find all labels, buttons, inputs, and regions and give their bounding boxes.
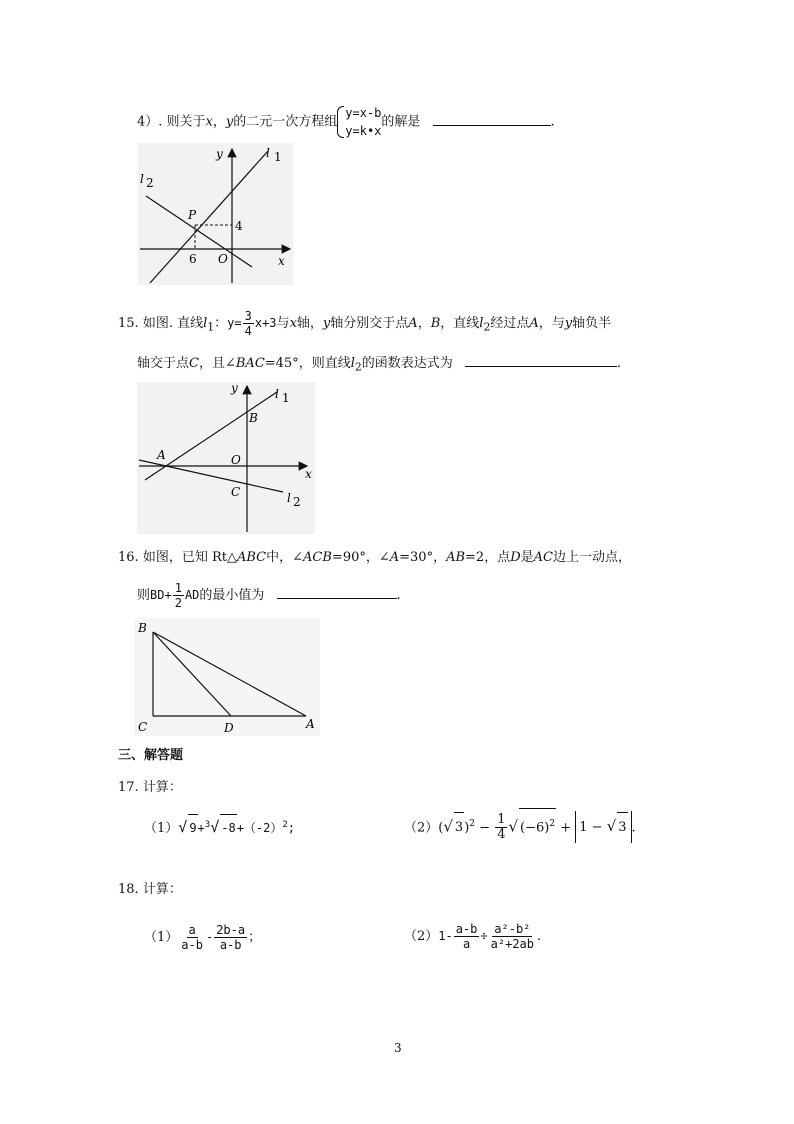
radical-icon: √: [508, 817, 519, 836]
q18-part1: （1） $\frac{a}{a-b}$ - $\frac{2b-a}{a-b}$ ；: [144, 923, 262, 952]
label-A: A: [306, 717, 315, 731]
label-D: D: [224, 721, 234, 735]
label-l2: l: [287, 491, 291, 505]
q18-part2: （2）1- $\frac{a-b}{a}$ ÷ $\frac{\text{a²-b²}}{\text{a²+2ab}}$ .: [404, 922, 542, 951]
figure-q16: [134, 618, 320, 736]
q17-part2: （2）(√ 3)$^2$ − $\frac{1}{4}$ √ $(-6)^2 + 1$ − √ 3 .: [404, 808, 636, 843]
radical-icon: √: [178, 818, 188, 836]
fraction-a-over-a-b: $\frac{a}{a-b}$: [181, 923, 203, 952]
fraction-squares: $\frac{\text{a²-b²}}{\text{a²+2ab}}$: [490, 922, 535, 951]
page-number: 3: [394, 1041, 402, 1055]
equation-system: y=x-b y=k•x: [337, 104, 381, 140]
label-l1-sub: 1: [274, 150, 282, 164]
q15-line1: 15. 如图. 直线$l_1$：y= $\frac{3}{4}$ x+3与x轴，y轴分别交于点A，B，直线$l_2$经过点A，与y轴负半: [118, 309, 612, 338]
label-l1: l: [275, 387, 279, 401]
label-6: 6: [189, 252, 197, 266]
fraction-1-2: $\frac{1}{2}$: [174, 581, 182, 610]
q14-statement: 4）. 则关于x，y的二元一次方程组 y=x-b y=k•x 的解是 .: [137, 106, 555, 138]
q15-line2: 轴交于点C，且∠BAC=45°，则直线$l_2$的函数表达式为 .: [137, 352, 621, 378]
label-B: B: [249, 411, 258, 425]
section-title: 三、解答题: [118, 748, 184, 763]
fraction-a-b-over-a: $\frac{a-b}{a}$: [455, 922, 478, 951]
label-C: C: [138, 720, 148, 734]
label-B: B: [138, 621, 147, 635]
q17-part1: （1）√ 9+$^3$√ $-8+(-2)^2$;: [144, 812, 295, 842]
label-l1: l: [266, 146, 270, 160]
figure-q15: [137, 382, 315, 534]
fraction-3-4: $\frac{3}{4}$: [244, 309, 252, 338]
absolute-value: 1 − √ 3: [575, 811, 631, 843]
answer-blank-15[interactable]: [465, 352, 617, 367]
label-x: x: [278, 254, 285, 268]
radical-icon: √: [606, 817, 617, 836]
fraction-1-4: $\frac{1}{4}$: [497, 812, 506, 843]
radical-icon: √: [210, 818, 220, 836]
q18-title: 18. 计算：: [118, 882, 182, 897]
label-C: C: [231, 485, 241, 499]
label-y: y: [216, 147, 223, 161]
label-O: O: [218, 252, 228, 266]
label-l2-sub: 2: [146, 176, 154, 190]
radical-icon: √: [443, 817, 453, 836]
q16-line2: 则BD+ $\frac{1}{2}$ AD的最小值为 .: [137, 581, 401, 610]
answer-blank-16[interactable]: [277, 584, 397, 599]
q16-line1: 16. 如图，已知 Rt△ABC中，∠ACB=90°，∠A=30°，AB=2，点D是AC边上一动点，: [118, 550, 632, 565]
label-4: 4: [235, 219, 243, 233]
label-y: y: [231, 382, 238, 395]
fraction-2b-a-over-a-b: $\frac{2b-a}{a-b}$: [216, 923, 246, 952]
label-O: O: [231, 453, 241, 467]
label-x: x: [305, 467, 312, 481]
figure-q14: [138, 143, 293, 285]
q17-title: 17. 计算：: [118, 780, 182, 795]
label-P: P: [188, 208, 197, 222]
label-l2-sub: 2: [293, 495, 301, 509]
label-l1-sub: 1: [282, 391, 290, 405]
label-A: A: [157, 448, 166, 462]
label-l2: l: [140, 172, 144, 186]
answer-blank-14[interactable]: [433, 111, 551, 126]
